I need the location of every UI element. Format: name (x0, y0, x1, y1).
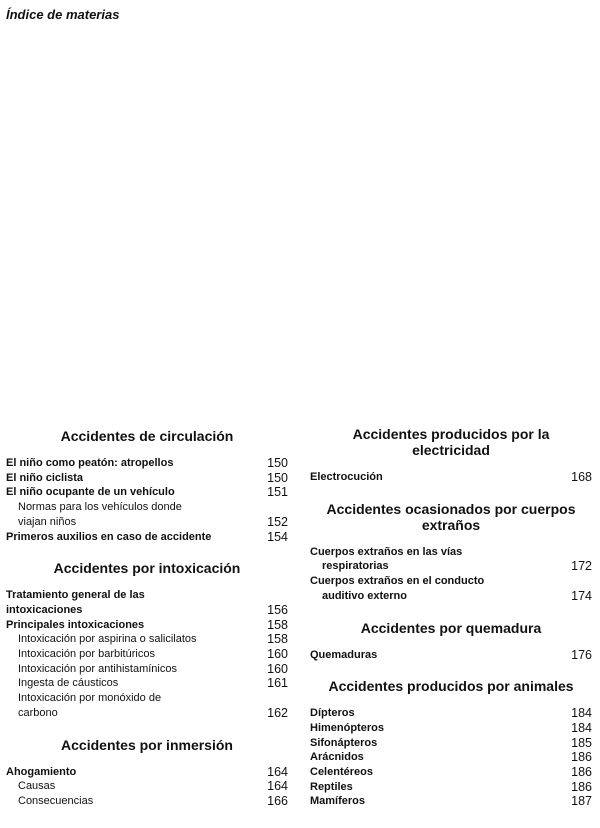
index-entry (310, 545, 592, 560)
page-number: 172 (571, 559, 592, 574)
section-heading: Accidentes de circulación (60, 428, 234, 444)
section-heading: Accidentes por quemadura (360, 619, 542, 636)
entry-text: Himenópteros (310, 721, 384, 734)
page-number: 164 (267, 764, 288, 779)
index-entry (310, 750, 592, 765)
index-entry (310, 470, 592, 485)
entry-text: Quemaduras (310, 648, 378, 661)
entry-text: Celentéreos (310, 766, 373, 779)
index-entry (6, 691, 288, 706)
entry-text: Causas (18, 780, 56, 793)
entry-text: El niño ciclista (6, 471, 84, 484)
page-number: 168 (571, 470, 592, 484)
entry-text: Intoxicación por antihistamínicos (18, 662, 177, 675)
index-entry (310, 559, 592, 574)
page-number: 164 (267, 779, 288, 794)
entry-text: Principales intoxicaciones (6, 618, 145, 631)
index-entry (6, 618, 288, 633)
index-entry (6, 603, 288, 618)
index-entry (6, 647, 288, 662)
entry-text: respiratorias (322, 560, 389, 573)
entry-text: El niño ocupante de un vehículo (6, 486, 175, 499)
index-entry (6, 500, 288, 515)
section-heading: Accidentes producidos por animales (328, 678, 574, 695)
index-column-right (310, 420, 592, 809)
entry-text: Arácnidos (310, 751, 364, 764)
page-number: 150 (267, 456, 288, 470)
section-heading: Accidentes ocasionados por cuerpos extraños (326, 500, 576, 533)
entry-text: Cuerpos extraños en las vías (310, 545, 463, 558)
index-entry (310, 765, 592, 780)
index-entry (6, 706, 288, 721)
entry-text: Intoxicación por aspirina o salicilatos (18, 633, 197, 646)
index-entry (310, 794, 592, 809)
index-entry (6, 765, 288, 780)
entry-text: viajan niños (18, 515, 77, 528)
page-number: 186 (571, 750, 592, 765)
page-number: 174 (571, 588, 592, 603)
page-title: Índice de materias (6, 7, 120, 22)
page-number: 184 (571, 706, 592, 721)
entry-text: Tratamiento general de las (6, 589, 145, 602)
entry-text: Ingesta de cáusticos (18, 677, 119, 690)
page-number: 186 (571, 779, 592, 794)
page-number: 154 (267, 529, 288, 544)
entry-text: Ahogamiento (6, 765, 77, 778)
index-entry (6, 662, 288, 677)
index-entry (310, 780, 592, 795)
entry-text: Consecuencias (18, 794, 94, 807)
page-number: 150 (267, 470, 288, 485)
entry-text: Intoxicación por barbitúricos (18, 648, 155, 661)
entry-text: intoxicaciones (6, 603, 83, 616)
entry-text: Electrocución (310, 471, 383, 483)
page-number: 176 (571, 647, 592, 662)
page-number: 185 (571, 735, 592, 750)
page-number: 152 (267, 514, 288, 529)
page-number: 156 (267, 602, 288, 617)
index-entry (6, 456, 288, 471)
page-number: 160 (267, 647, 288, 662)
index-entry (6, 794, 288, 809)
page-number: 162 (267, 705, 288, 720)
index-entry (310, 574, 592, 589)
entry-text: Sifonápteros (310, 736, 378, 749)
page-number: 158 (267, 617, 288, 632)
page-number: 151 (267, 485, 288, 500)
section-heading: Accidentes por inmersión (61, 736, 233, 753)
entry-text: Normas para los vehículos donde (18, 501, 182, 514)
index-entry (6, 515, 288, 530)
page-number: 187 (571, 794, 592, 809)
index-entry (310, 648, 592, 663)
index-entry (310, 589, 592, 604)
entry-text: Primeros auxilios en caso de accidente (6, 530, 212, 543)
entry-text: Reptiles (310, 780, 353, 793)
entry-text: Mamíferos (310, 795, 366, 808)
entry-text: auditivo externo (322, 589, 407, 602)
index-entry (310, 736, 592, 751)
entry-text: Cuerpos extraños en el conducto (310, 575, 485, 588)
index-entry (6, 779, 288, 794)
index-entry (310, 706, 592, 721)
index-entry (6, 676, 288, 691)
page-number: 186 (571, 765, 592, 780)
page-number: 161 (267, 676, 288, 691)
section-heading: Accidentes por intoxicación (53, 560, 241, 577)
index-entry (6, 485, 288, 500)
index-entry (6, 588, 288, 603)
index-column-left (6, 420, 288, 809)
entry-text: Dípteros (310, 707, 355, 720)
entry-text: Intoxicación por monóxido de (18, 692, 162, 705)
entry-text: El niño como peatón: atropellos (6, 457, 174, 469)
page-number: 166 (267, 793, 288, 808)
index-entry (6, 530, 288, 545)
page-number: 184 (571, 720, 592, 735)
entry-text: carbono (18, 706, 58, 719)
index-entry (6, 471, 288, 486)
page-number: 158 (267, 632, 288, 647)
index-entry (310, 721, 592, 736)
page-number: 160 (267, 661, 288, 676)
index-entry (6, 632, 288, 647)
section-heading: Accidentes producidos por la electricidad (352, 426, 550, 458)
